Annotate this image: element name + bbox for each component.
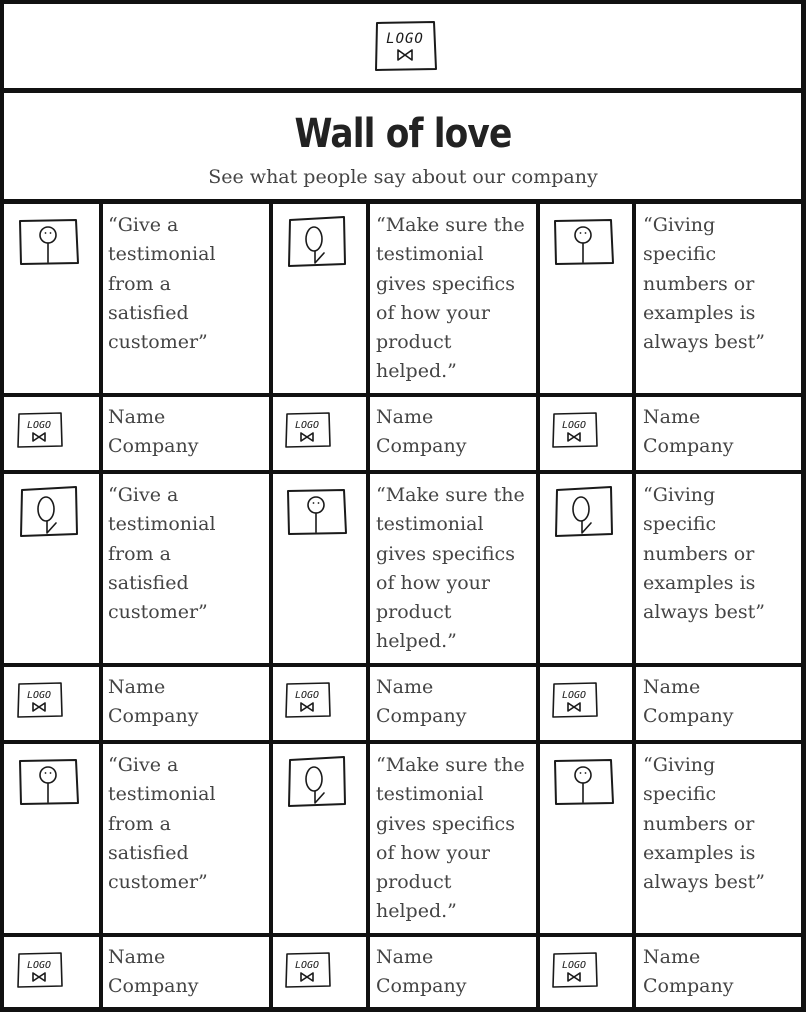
row-divider xyxy=(0,663,806,667)
testimonial-quote: “Make sure the testimonial gives specifics of how your product helped.” xyxy=(376,754,525,923)
testimonial-quote: “Give a testimonial from a satisfied customer” xyxy=(108,754,216,894)
header-logo[interactable] xyxy=(374,20,438,72)
testimonial-quote: “Giving specific numbers or examples is always best” xyxy=(643,484,766,624)
testimonial-author xyxy=(108,673,198,731)
avatar-image-icon xyxy=(18,218,80,266)
row-divider xyxy=(0,933,806,937)
border-left xyxy=(0,0,4,1012)
avatar-image-icon xyxy=(18,485,80,539)
company-logo xyxy=(551,951,599,989)
divider-hero xyxy=(0,199,806,204)
author-company: Company xyxy=(376,435,467,457)
image-column-divider xyxy=(99,199,103,1012)
author-name: Name xyxy=(643,406,701,428)
company-logo xyxy=(16,951,64,989)
author-company: Company xyxy=(376,975,467,997)
testimonial-author xyxy=(376,943,466,1001)
company-logo xyxy=(16,681,64,719)
company-logo-text: LOGO xyxy=(294,960,320,971)
company-logo-text: LOGO xyxy=(26,420,52,431)
page-subtitle: See what people say about our company xyxy=(208,166,598,188)
avatar-image-icon xyxy=(553,218,615,266)
company-logo-text: LOGO xyxy=(561,960,587,971)
avatar-image-icon xyxy=(18,758,80,806)
border-bottom xyxy=(0,1007,806,1012)
column-divider xyxy=(269,199,273,1012)
company-logo xyxy=(284,411,332,449)
testimonial-author xyxy=(643,673,733,731)
testimonial-author xyxy=(108,943,198,1001)
author-name: Name xyxy=(376,946,434,968)
author-name: Name xyxy=(376,676,434,698)
company-logo-text: LOGO xyxy=(294,420,320,431)
author-name: Name xyxy=(643,946,701,968)
company-logo-text: LOGO xyxy=(561,420,587,431)
company-logo-text: LOGO xyxy=(26,960,52,971)
company-logo-text: LOGO xyxy=(294,690,320,701)
row-divider xyxy=(0,393,806,397)
author-name: Name xyxy=(108,406,166,428)
company-logo xyxy=(16,411,64,449)
row-divider xyxy=(0,740,806,744)
avatar-image-icon xyxy=(286,488,348,536)
testimonial-quote: “Giving specific numbers or examples is always best” xyxy=(643,214,766,354)
border-top xyxy=(0,0,806,4)
avatar-image-icon xyxy=(553,758,615,806)
testimonial-author xyxy=(643,943,733,1001)
company-logo-text: LOGO xyxy=(561,690,587,701)
avatar-image-icon xyxy=(286,215,348,269)
avatar-image-icon xyxy=(286,755,348,809)
column-divider xyxy=(536,199,540,1012)
company-logo xyxy=(284,951,332,989)
company-logo xyxy=(551,681,599,719)
author-company: Company xyxy=(643,435,734,457)
testimonial-quote: “Make sure the testimonial gives specifics of how your product helped.” xyxy=(376,484,525,653)
row-divider xyxy=(0,470,806,474)
header-logo-text: LOGO xyxy=(386,31,424,47)
author-company: Company xyxy=(108,705,199,727)
company-logo xyxy=(551,411,599,449)
author-name: Name xyxy=(108,676,166,698)
border-right xyxy=(801,0,806,1012)
image-column-divider xyxy=(366,199,370,1012)
author-company: Company xyxy=(108,435,199,457)
author-name: Name xyxy=(108,946,166,968)
image-column-divider xyxy=(632,199,636,1012)
testimonial-author xyxy=(376,673,466,731)
avatar-image-icon xyxy=(553,485,615,539)
author-company: Company xyxy=(376,705,467,727)
company-logo xyxy=(284,681,332,719)
testimonial-quote: “Make sure the testimonial gives specifics of how your product helped.” xyxy=(376,214,525,383)
author-company: Company xyxy=(108,975,199,997)
author-company: Company xyxy=(643,705,734,727)
testimonial-author xyxy=(108,403,198,461)
author-company: Company xyxy=(643,975,734,997)
testimonial-quote: “Giving specific numbers or examples is always best” xyxy=(643,754,766,894)
testimonial-author xyxy=(643,403,733,461)
divider-header xyxy=(0,88,806,93)
page-title: Wall of love xyxy=(294,111,512,157)
company-logo-text: LOGO xyxy=(26,690,52,701)
author-name: Name xyxy=(376,406,434,428)
testimonial-quote: “Give a testimonial from a satisfied customer” xyxy=(108,484,216,624)
author-name: Name xyxy=(643,676,701,698)
testimonial-author xyxy=(376,403,466,461)
testimonial-quote: “Give a testimonial from a satisfied customer” xyxy=(108,214,216,354)
